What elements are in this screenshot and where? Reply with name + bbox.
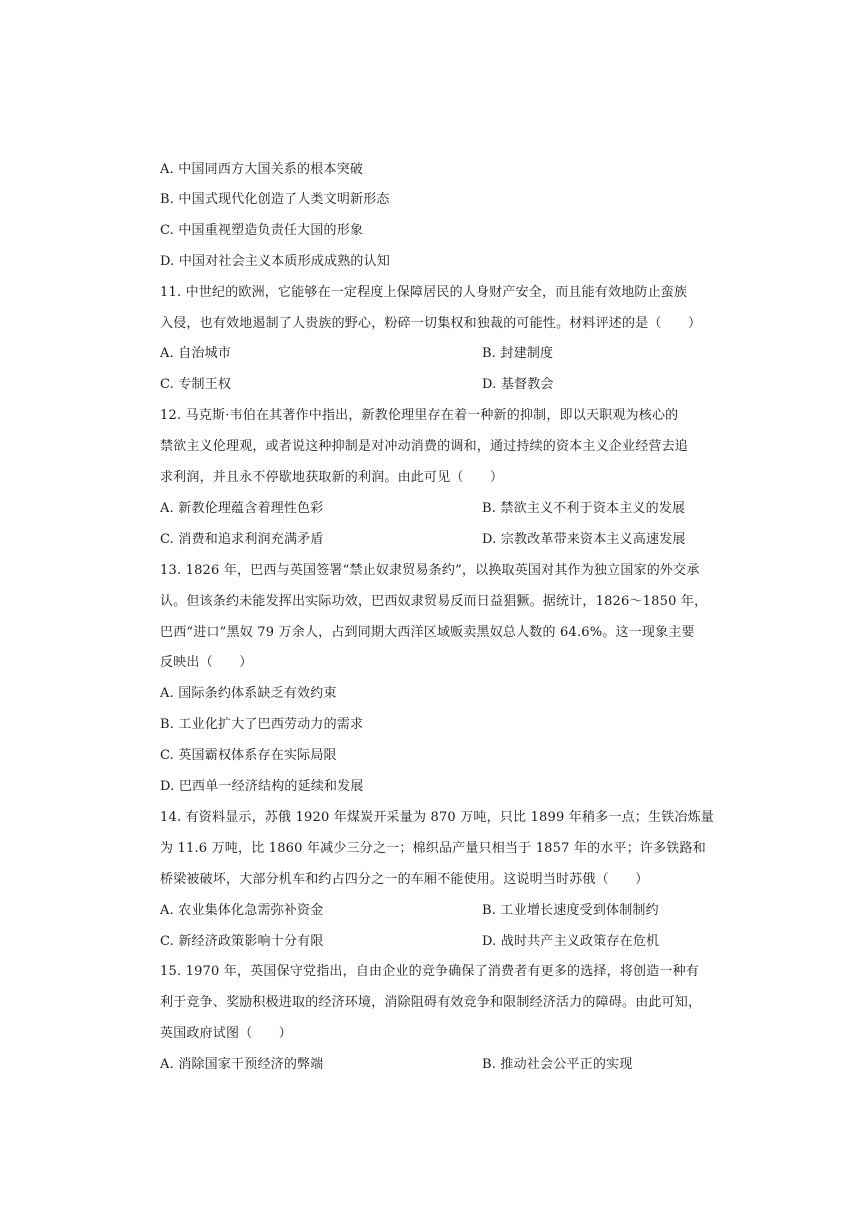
q12-option-c: C. 消费和追求利润充满矛盾	[160, 532, 324, 547]
q12-option-d: D. 宗教改革带来资本主义高速发展	[482, 532, 686, 547]
q12-stem-line-2: 禁欲主义伦理观，或者说这种抑制是对冲动消费的调和，通过持续的资本主义企业经营去追	[160, 439, 689, 454]
q13-stem-line-1: 13. 1826 年，巴西与英国签署“禁止奴隶贸易条约”，以换取英国对其作为独立国家的外交承	[160, 563, 700, 578]
q14-option-a: A. 农业集体化急需弥补资金	[160, 903, 324, 918]
q15-stem-line-2: 利于竞争、奖励积极进取的经济环境，消除阻碍有效竞争和限制经济活力的障碍。由此可知，	[160, 995, 702, 1010]
q13-stem-line-2: 认。但该条约未能发挥出实际功效，巴西奴隶贸易反而日益猖獗。据统计，1826～1850 年，	[160, 594, 708, 609]
q12-option-a: A. 新教伦理蕴含着理性色彩	[160, 501, 324, 516]
q12-stem-line-1: 12. 马克斯·韦伯在其著作中指出，新教伦理里存在着一种新的抑制，即以天职观为核心的	[160, 408, 679, 423]
q14-option-c: C. 新经济政策影响十分有限	[160, 934, 324, 949]
q11-option-b: B. 封建制度	[482, 346, 554, 361]
q15-option-b: B. 推动社会公平正的实现	[482, 1057, 633, 1072]
q13-option-d: D. 巴西单一经济结构的延续和发展	[160, 779, 364, 794]
q13-option-c: C. 英国霸权体系存在实际局限	[160, 748, 337, 763]
q11-option-c: C. 专制王权	[160, 377, 232, 392]
q13-stem-line-3: 巴西“进口”黑奴 79 万余人，占到同期大西洋区域贩卖黑奴总人数的 64.6%。这一现象主要	[160, 625, 695, 640]
q10-option-a: A. 中国同西方大国关系的根本突破	[160, 162, 364, 177]
q11-option-a: A. 自治城市	[160, 346, 232, 361]
q11-stem-line-2: 入侵，也有效地遏制了人贵族的野心，粉碎一切集权和独裁的可能性。材料评述的是（ ）	[160, 316, 702, 331]
q14-stem-line-2: 为 11.6 万吨，比 1860 年减少三分之一；棉织品产量只相当于 1857 年的水平；许多铁路和	[160, 841, 706, 856]
q15-option-a: A. 消除国家干预经济的弊端	[160, 1057, 324, 1072]
q13-option-b: B. 工业化扩大了巴西劳动力的需求	[160, 717, 364, 732]
q12-option-b: B. 禁欲主义不利于资本主义的发展	[482, 501, 686, 516]
q14-stem-line-3: 桥梁被破坏，大部分机车和约占四分之一的车厢不能使用。这说明当时苏俄（ ）	[160, 872, 649, 887]
q10-option-b: B. 中国式现代化创造了人类文明新形态	[160, 192, 390, 207]
q15-stem-line-1: 15. 1970 年，英国保守党指出，自由企业的竞争确保了消费者有更多的选择，将创造一种有	[160, 964, 700, 979]
q15-stem-line-3: 英国政府试图（ ）	[160, 1026, 293, 1041]
q14-option-d: D. 战时共产主义政策存在危机	[482, 934, 660, 949]
q14-option-b: B. 工业增长速度受到体制制约	[482, 903, 659, 918]
q10-option-d: D. 中国对社会主义本质形成成熟的认知	[160, 254, 391, 269]
q14-stem-line-1: 14. 有资料显示，苏俄 1920 年煤炭开采量为 870 万吨，只比 1899 年稍多一点；生铁冶炼量	[160, 810, 714, 825]
q10-option-c: C. 中国重视塑造负责任大国的形象	[160, 223, 364, 238]
q12-stem-line-3: 求利润，并且永不停歇地获取新的利润。由此可见（ ）	[160, 470, 504, 485]
q13-stem-line-4: 反映出（ ）	[160, 655, 253, 670]
q11-option-d: D. 基督教会	[482, 377, 554, 392]
q11-stem-line-1: 11. 中世纪的欧洲，它能够在一定程度上保障居民的人身财产安全，而且能有效地防止蛮族	[160, 285, 688, 300]
q13-option-a: A. 国际条约体系缺乏有效约束	[160, 686, 337, 701]
